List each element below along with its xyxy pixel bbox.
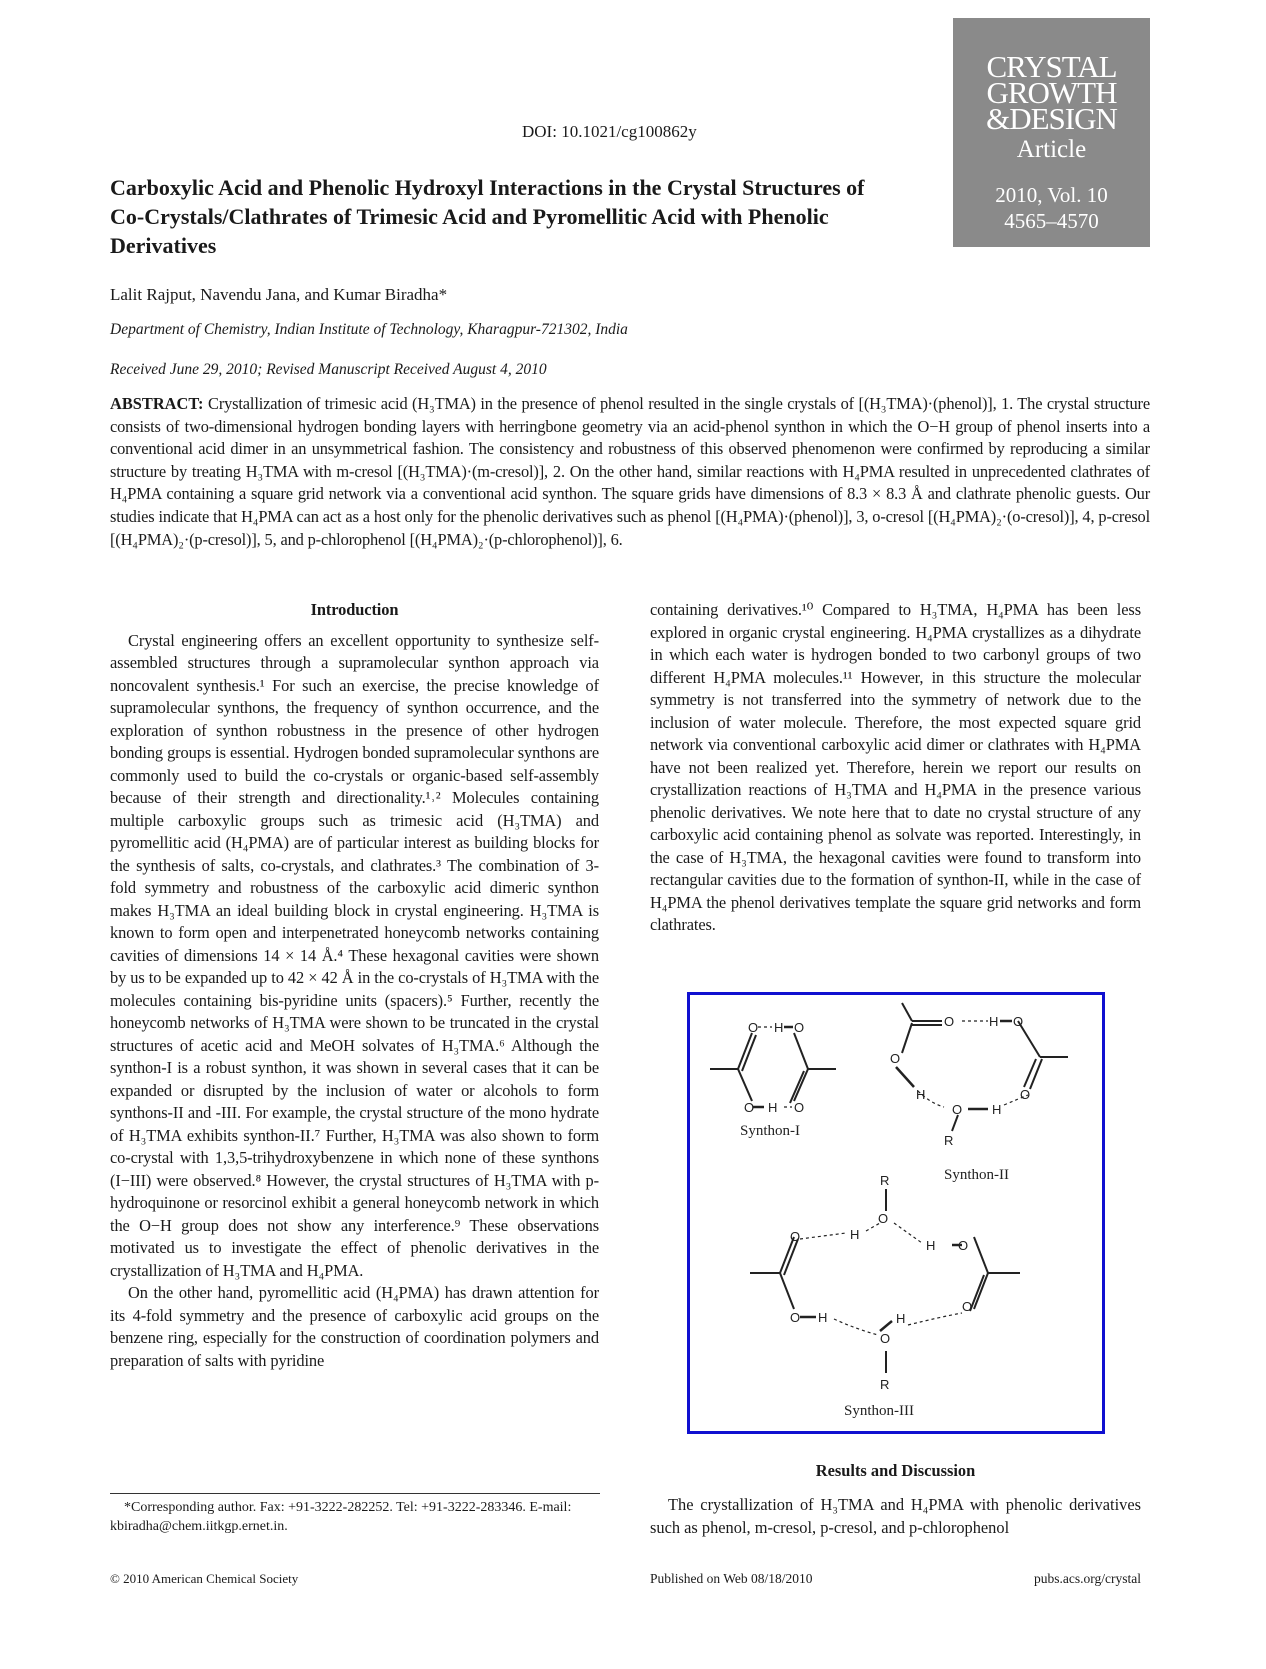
atom-o: O [880, 1331, 891, 1346]
atom-h: H [768, 1100, 778, 1115]
atom-o: O [890, 1051, 901, 1066]
atom-o: O [962, 1299, 973, 1314]
atom-o: O [794, 1100, 805, 1115]
atom-o: O [944, 1014, 955, 1029]
atom-h: H [992, 1102, 1002, 1117]
intro-paragraph-1: Crystal engineering offers an excellent opportunity to synthesize self-assembled structures through a supramolecular synthon approach via noncovalent synthesis.¹ For such an exercise, the precise knowledge of supramolecular synthons, the frequency of synthon occurrence, and the exploration of synthon robustness in the presence of other hydrogen bonding groups is essential. Hydrogen bonded supramolecular synthons are commonly used to build the co-crystals or organic-based self-assembly because of their strength and directionality.¹˒² Molecules containing multiple carboxylic groups such as trimesic acid (H₃TMA) and pyromellitic acid (H₄PMA) are of particular interest as building blocks for the synthesis of salts, co-crystals, and clathrates.³ The combination of 3-fold symmetry and robustness of the carboxylic acid dimeric synthon makes H₃TMA an ideal building block in crystal engineering. H₃TMA is known to form open and interpenetrated honeycomb networks containing cavities of dimensions 14 × 14 Å.⁴ These hexagonal cavities were shown by us to be expanded up to 42 × 42 Å in the co-crystals of H₃TMA with the molecules containing bis-pyridine units (spacers).⁵ Further, recently the honeycomb networks of H₃TMA were shown to be truncated in the crystal structures of acetic acid and MeOH solvates of H₃TMA.⁶ Although the synthon-I is a robust synthon, it was shown in several cases that it can be expanded or disrupted by the inclusion of water or alcohols to form synthons-II and -III. For example, the crystal structure of the mono hydrate of H₃TMA exhibits synthon-II.⁷ Further, H₃TMA was also shown to form co-crystal with 1,3,5-trihydroxybenzene in which none of these synthons (I−III) were observed.⁸ However, the crystal structures of H₃TMA with p-hydroquinone or resorcinol exhibit a general honeycomb network in which the O−H group does not show any interference.⁹ These observations motivated us to investigate the effect of phenolic derivatives in the crystallization of H₃TMA and H₄PMA. [110, 630, 599, 1280]
journal-volume: 2010, Vol. 10 [995, 183, 1108, 207]
atom-r: R [880, 1173, 890, 1188]
abstract-label: ABSTRACT: [110, 394, 204, 413]
atom-h: H [896, 1311, 906, 1326]
abstract [110, 393, 1150, 551]
atom-h: H [850, 1227, 860, 1242]
footer-url: pubs.acs.org/crystal [1034, 1571, 1141, 1586]
footnote-divider [110, 1493, 600, 1494]
journal-pages: 4565–4570 [1004, 209, 1099, 233]
atom-h: H [818, 1310, 828, 1325]
journal-name-line1: CRYSTAL [986, 49, 1117, 84]
atom-o: O [790, 1310, 801, 1325]
abstract-text: Crystallization of trimesic acid (H₃TMA) in the presence of phenol resulted in the single crystals of [(H₃TMA)·(phenol)], 1. The crystal structure consists of two-dimensional hydrogen bonding layers with herringbone geometry via an acid-phenol synthon in which the O−H group of phenol inserts into a conventional acid dimer in an unsymmetrical fashion. The consistency and robustness of this observed phenomenon were confirmed by reproducing a similar structure by treating H₃TMA with m-cresol [(H₃TMA)·(m-cresol)], 2. On the other hand, similar reactions with H₄PMA resulted in unprecedented clathrates of H₄PMA containing a square grid network via a conventional acid synthon. The square grids have dimensions of 8.3 × 8.3 Å and clathrate phenolic guests. Our studies indicate that H₄PMA can act as a host only for the phenolic derivatives such as phenol [(H₄PMA)·(phenol)], 3, o-cresol [(H₄PMA)₂·(o-cresol)], 4, p-cresol [(H₄PMA)₂·(p-cresol)], 5, and p-chlorophenol [(H₄PMA)₂·(p-chlorophenol)], 6. [110, 394, 1150, 549]
article-type: Article [1016, 136, 1087, 163]
affiliation: Department of Chemistry, Indian Institute of Technology, Kharagpur-721302, India [110, 321, 628, 338]
atom-h: H [926, 1238, 936, 1253]
atom-o: O [1013, 1014, 1024, 1029]
footer-published-date: Published on Web 08/18/2010 [650, 1571, 813, 1586]
intro-heading: Introduction [310, 600, 399, 619]
doi: DOI: 10.1021/cg100862y [522, 122, 697, 141]
received-dates: Received June 29, 2010; Revised Manuscript Received August 4, 2010 [110, 361, 547, 378]
atom-o: O [794, 1020, 805, 1035]
left-column [110, 599, 599, 1372]
synthon-2-label: Synthon-II [944, 1167, 1009, 1183]
footer-copyright: © 2010 American Chemical Society [110, 1571, 299, 1586]
synthon-1-label: Synthon-I [740, 1123, 800, 1139]
journal-badge [953, 18, 1150, 247]
atom-h: H [916, 1087, 926, 1102]
atom-r: R [944, 1133, 954, 1148]
atom-r: R [880, 1377, 890, 1392]
corresponding-author-footnote: *Corresponding author. Fax: +91-3222-282252. Tel: +91-3222-283346. E-mail: kbiradha@chem.iitkgp.ernet.in. [110, 1500, 572, 1534]
intro-paragraph-2: On the other hand, pyromellitic acid (H₄PMA) has drawn attention for its 4-fold symmetry and the presence of carboxylic acid groups on the benzene ring, especially for the construction of coordination polymers and preparation of salts with pyridine [110, 1283, 599, 1370]
results-paragraph-1: The crystallization of H₃TMA and H₄PMA with phenolic derivatives such as phenol, m-cresol, p-cresol, and p-chlorophenol [650, 1495, 1141, 1537]
right-paragraph-1: containing derivatives.¹⁰ Compared to H₃TMA, H₄PMA has been less explored in organic crystal engineering. H₄PMA crystallizes as a dihydrate in which each water is hydrogen bonded to two carbonyl groups of two different H₄PMA molecules.¹¹ However, in this structure the molecular symmetry is not transferred into the symmetry of network due to the inclusion of water molecule. Therefore, the most expected square grid network via conventional carboxylic acid dimer or clathrates with H₄PMA have not been realized yet. Therefore, herein we report our results on crystallization reactions of H₃TMA and H₄PMA in the presence various phenolic derivatives. We note here that to date no crystal structure of any carboxylic acid containing phenol as solvate was reported. Interestingly, in the case of H₃TMA, the hexagonal cavities were found to transform into rectangular cavities due to the formation of synthon-II, while in the case of H₄PMA the phenol derivatives template the square grid networks and form clathrates. [650, 600, 1141, 934]
atom-o: O [878, 1211, 889, 1226]
authors: Lalit Rajput, Navendu Jana, and Kumar Biradha* [110, 285, 448, 304]
atom-o: O [790, 1229, 801, 1244]
atom-o: O [748, 1020, 759, 1035]
journal-name-line3: &DESIGN [986, 101, 1117, 136]
synthon-3-label: Synthon-III [844, 1403, 914, 1419]
atom-o: O [958, 1238, 969, 1253]
journal-name-line2: GROWTH [986, 75, 1117, 110]
results-heading: Results and Discussion [815, 1461, 976, 1480]
atom-h: H [989, 1014, 999, 1029]
paper-title: Carboxylic Acid and Phenolic Hydroxyl Interactions in the Crystal Structures of Co-Crystals/Clathrates of Trimesic Acid and Pyromellitic Acid with Phenolic Derivatives [110, 175, 865, 258]
synthon-figure [687, 992, 1105, 1434]
atom-o: O [952, 1102, 963, 1117]
atom-o: O [744, 1100, 755, 1115]
synthon-diagram [690, 995, 1102, 1431]
atom-h: H [774, 1020, 784, 1035]
right-column [650, 599, 1141, 937]
atom-o: O [1020, 1087, 1031, 1102]
